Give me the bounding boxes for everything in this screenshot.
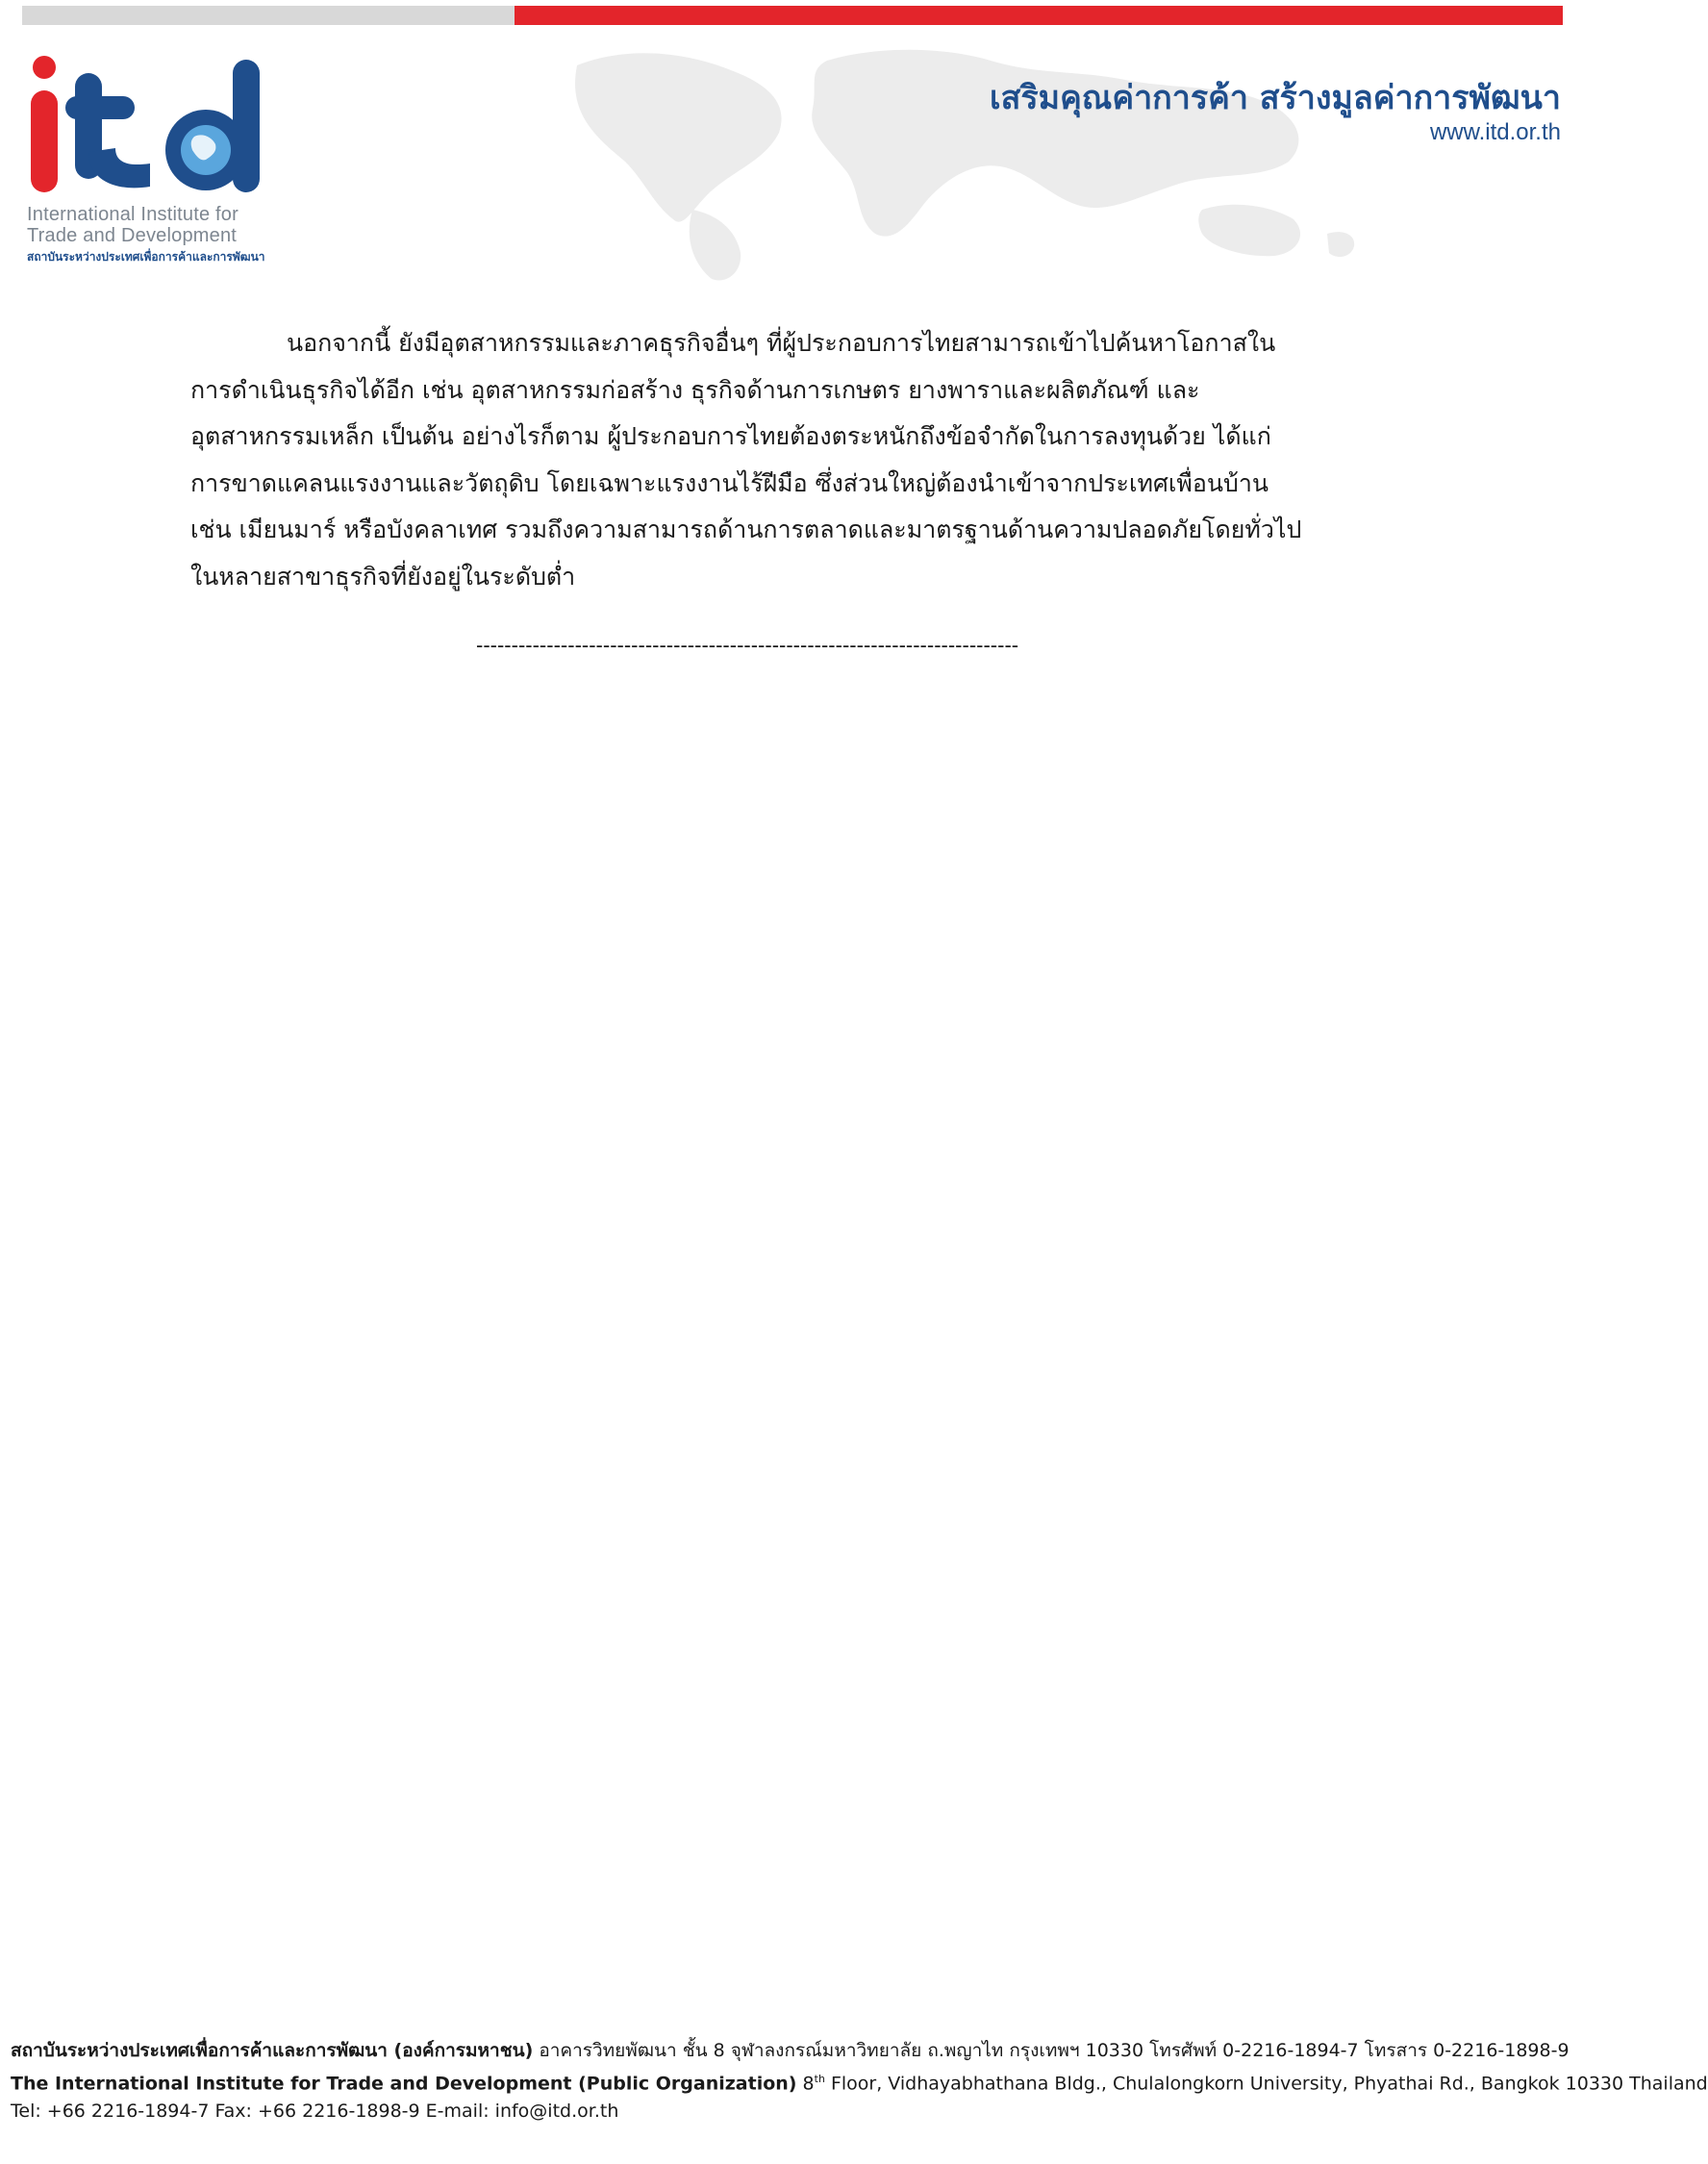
header-url-link[interactable]: www.itd.or.th: [1429, 119, 1561, 145]
footer-address-english: Floor, Vidhayabhathana Bldg., Chulalongkorn University, Phyathai Rd., Bangkok 10330 Thailand: [824, 2073, 1708, 2095]
paragraph-line: การขาดแคลนแรงงานและวัตถุดิบ โดยเฉพาะแรงงานไร้ฝีมือ ซึ่งส่วนใหญ่ต้องนำเข้าจากประเทศเพื่อนบ้าน: [190, 468, 1268, 497]
itd-logo: [27, 56, 277, 267]
footer-org-name-english: The International Institute for Trade and Development (Public Organization): [11, 2073, 797, 2095]
footer-org-name-thai: สถาบันระหว่างประเทศเพื่อการค้าและการพัฒนา (องค์การมหาชน): [11, 2040, 534, 2061]
footer-line-thai: [11, 2037, 1569, 2065]
footer-address-thai: อาคารวิทยพัฒนา ชั้น 8 จุฬาลงกรณ์มหาวิทยาลัย ถ.พญาไท กรุงเทพฯ 10330 โทรศัพท์ 0-2216-1894-7 โทรสาร 0-2216-1898-9: [533, 2040, 1570, 2061]
paragraph-line: เช่น เมียนมาร์ หรือบังคลาเทศ รวมถึงความสามารถด้านการตลาดและมาตรฐานด้านความปลอดภัยโดยทั่วไป: [190, 516, 1302, 543]
header-stripe-gray: [22, 6, 515, 25]
header-slogan: เสริมคุณค่าการค้า สร้างมูลค่าการพัฒนา: [990, 79, 1561, 117]
header-stripe-red: [515, 6, 1563, 25]
footer-floor-number: 8: [796, 2073, 815, 2095]
footer-floor-suffix: th: [814, 2073, 825, 2085]
body-paragraph: [190, 320, 1393, 600]
logo-text-line1: International Institute for: [27, 204, 239, 225]
paragraph-line: การดำเนินธุรกิจได้อีก เช่น อุตสาหกรรมก่อสร้าง ธุรกิจด้านการเกษตร ยางพาราและผลิตภัณฑ์ และ: [190, 375, 1200, 404]
paragraph-line: นอกจากนี้ ยังมีอุตสาหกรรมและภาคธุรกิจอื่นๆ ที่ผู้ประกอบการไทยสามารถเข้าไปค้นหาโอกาสใน: [287, 329, 1276, 357]
paragraph-line: ในหลายสาขาธุรกิจที่ยังอยู่ในระดับต่ำ: [190, 562, 576, 591]
footer-contact: Tel: +66 2216-1894-7 Fax: +66 2216-1898-9 E-mail: info@itd.or.th: [11, 2101, 619, 2123]
logo-text-thai: สถาบันระหว่างประเทศเพื่อการค้าและการพัฒนา: [27, 250, 265, 264]
page-footer: [11, 2037, 1708, 2126]
world-map-background: [539, 27, 1404, 287]
section-separator: -----------------------------------------------------------------------------: [476, 633, 1019, 657]
footer-line-english: [11, 2065, 1708, 2098]
paragraph-line: อุตสาหกรรมเหล็ก เป็นต้น อย่างไรก็ตาม ผู้ประกอบการไทยต้องตระหนักถึงข้อจำกัดในการลงทุนด้วย ได้แก่: [190, 422, 1271, 450]
itd-logo-mark: [27, 56, 277, 200]
logo-text-line2: Trade and Development: [27, 225, 238, 246]
